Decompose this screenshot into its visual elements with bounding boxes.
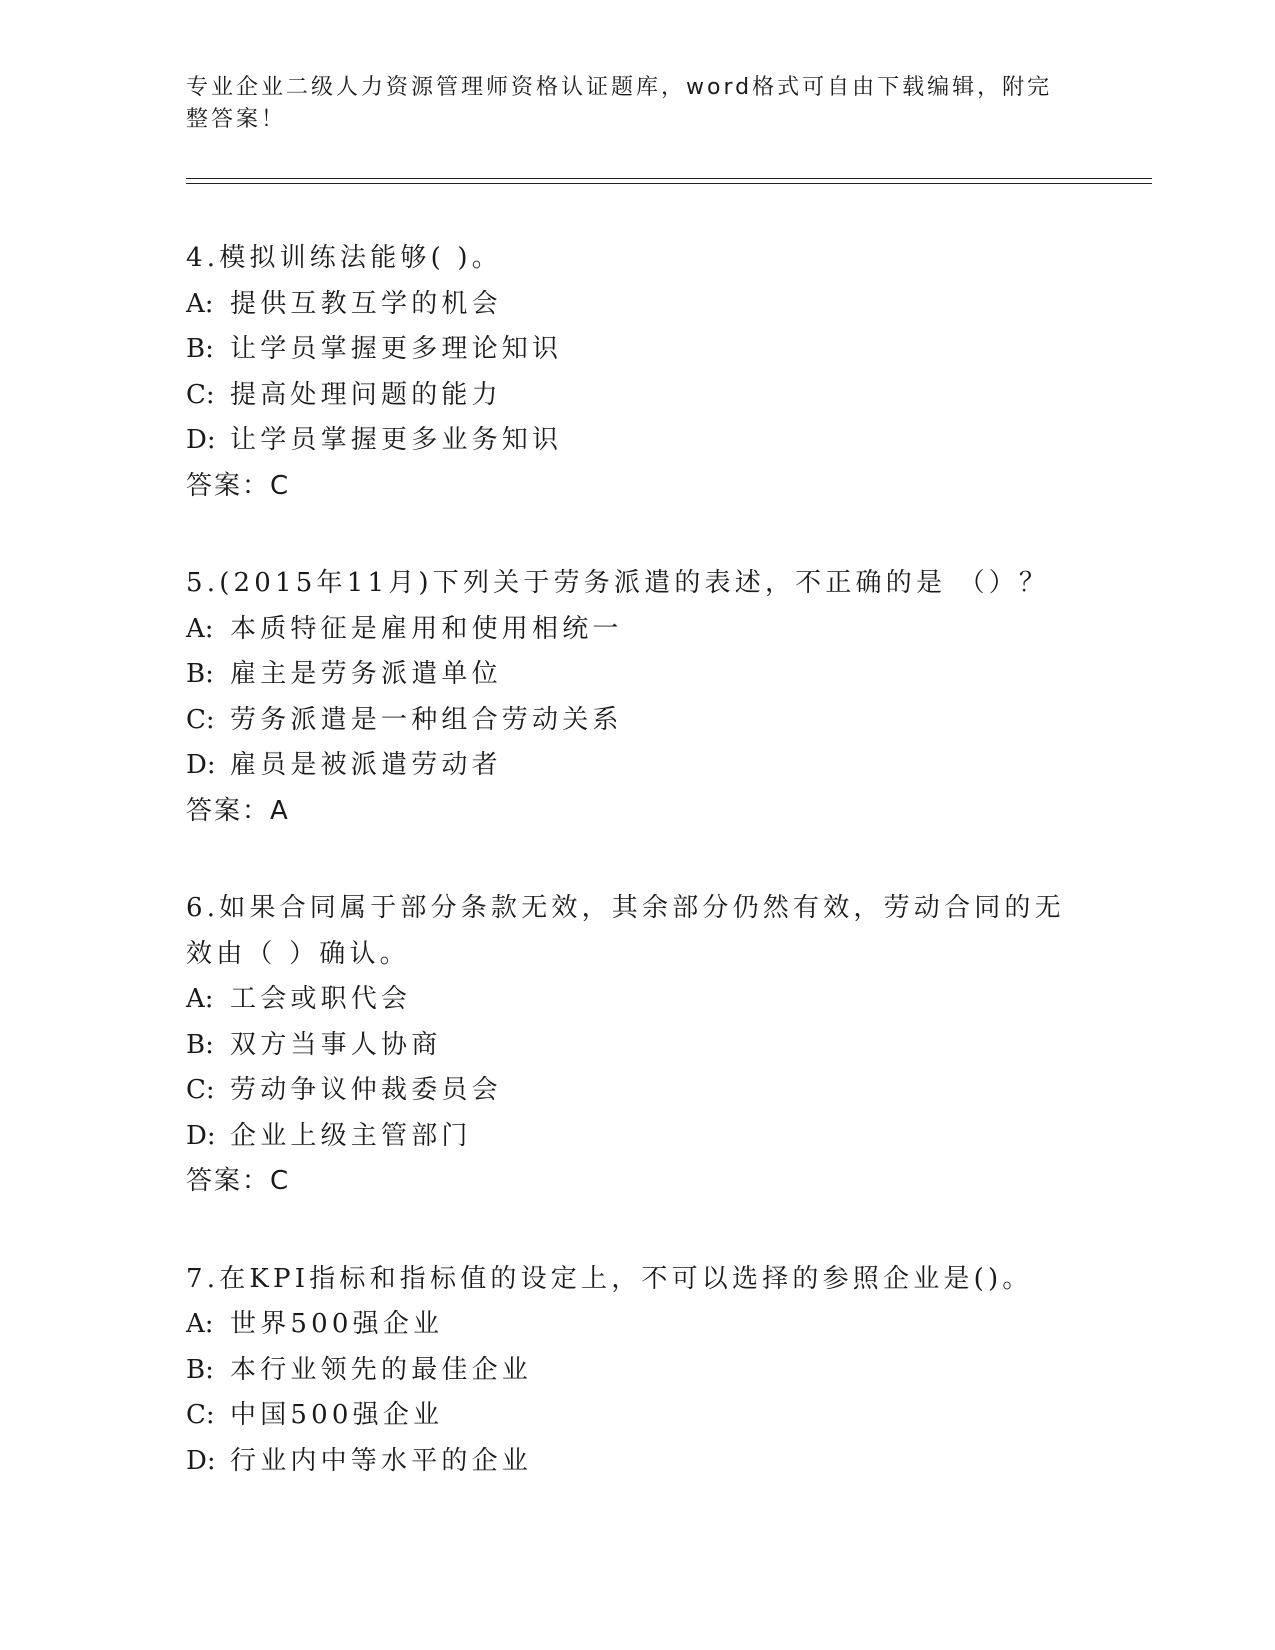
- option-text: 工会或职代会: [230, 984, 412, 1014]
- option-key: B:: [186, 1029, 214, 1060]
- option-text: 劳动争议仲裁委员会: [230, 1075, 502, 1105]
- option-key: A:: [186, 613, 214, 644]
- answer: 答案：C: [186, 470, 291, 501]
- option-key: C:: [186, 1075, 215, 1105]
- option-d: [186, 743, 1086, 789]
- option-text: 企业上级主管部门: [230, 1120, 472, 1151]
- option-text: 本行业领先的最佳企业: [230, 1354, 533, 1385]
- option-c: [186, 1068, 1086, 1114]
- option-b: [186, 327, 1086, 373]
- option-key: B:: [186, 1354, 214, 1385]
- page-header: 专业企业二级人力资源管理师资格认证题库，word格式可自由下载编辑，附完整答案！: [186, 75, 1053, 132]
- question-stem: 5.(2015年11月)下列关于劳务派遣的表述，不正确的是 （）？: [186, 568, 1050, 598]
- option-text: 劳务派遣是一种组合劳动关系: [230, 704, 623, 735]
- question-5: [186, 561, 1086, 834]
- option-text: 提供互教互学的机会: [230, 288, 502, 319]
- option-text: 世界500强企业: [230, 1309, 444, 1339]
- header-rule-top: [186, 178, 1152, 179]
- question-stem: 6.如果合同属于部分条款无效，其余部分仍然有效，劳动合同的无效由（ ）确认。: [186, 893, 1065, 969]
- option-text: 本质特征是雇用和使用相统一: [230, 613, 623, 644]
- option-key: D:: [186, 425, 216, 455]
- question-stem: 4.模拟训练法能够( )。: [186, 243, 502, 273]
- option-text: 雇员是被派遣劳动者: [230, 750, 502, 780]
- option-a: [186, 282, 1086, 328]
- question-6: [186, 886, 1086, 1205]
- option-text: 让学员掌握更多业务知识: [230, 425, 563, 455]
- option-b: [186, 1348, 1086, 1394]
- option-b: [186, 1023, 1086, 1069]
- answer: 答案：C: [186, 1166, 291, 1196]
- option-key: C:: [186, 1400, 215, 1430]
- option-d: [186, 418, 1086, 464]
- option-a: [186, 977, 1086, 1023]
- answer: 答案：A: [186, 795, 290, 826]
- option-key: C:: [186, 379, 215, 410]
- option-key: C:: [186, 704, 215, 735]
- option-d: [186, 1114, 1086, 1160]
- option-text: 提高处理问题的能力: [230, 379, 502, 410]
- option-a: [186, 607, 1086, 653]
- option-key: D:: [186, 1120, 216, 1151]
- option-c: [186, 1393, 1086, 1439]
- option-text: 行业内中等水平的企业: [230, 1445, 533, 1476]
- option-a: [186, 1302, 1086, 1348]
- option-c: [186, 373, 1086, 419]
- option-key: B:: [186, 659, 214, 689]
- option-key: B:: [186, 334, 214, 364]
- question-list: [186, 236, 1086, 1536]
- option-b: [186, 652, 1086, 698]
- option-text: 中国500强企业: [230, 1400, 444, 1430]
- question-4: [186, 236, 1086, 509]
- option-key: D:: [186, 1445, 216, 1476]
- option-d: [186, 1439, 1086, 1485]
- option-text: 让学员掌握更多理论知识: [230, 334, 563, 364]
- option-text: 双方当事人协商: [230, 1029, 442, 1060]
- option-key: A:: [186, 1309, 214, 1339]
- option-key: A:: [186, 288, 214, 319]
- header-rule-bottom: [186, 183, 1152, 184]
- option-key: D:: [186, 750, 216, 780]
- question-stem: 7.在KPI指标和指标值的设定上，不可以选择的参照企业是()。: [186, 1263, 1033, 1294]
- option-c: [186, 698, 1086, 744]
- option-key: A:: [186, 984, 214, 1014]
- question-7: [186, 1257, 1086, 1485]
- option-text: 雇主是劳务派遣单位: [230, 659, 502, 689]
